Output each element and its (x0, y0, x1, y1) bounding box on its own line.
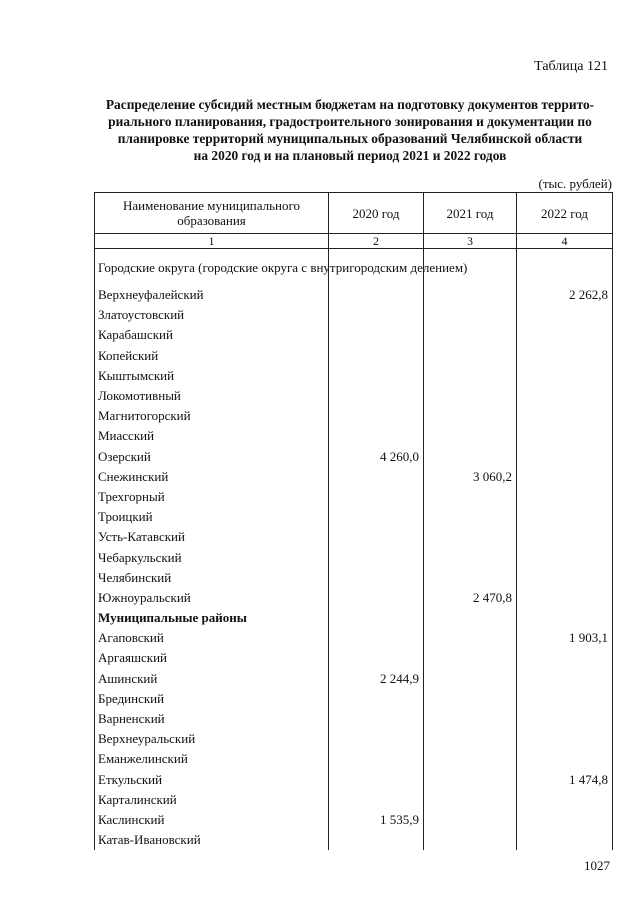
municipality-name: Брединский (95, 689, 329, 709)
municipality-name: Ашинский (95, 669, 329, 689)
value-2020 (329, 588, 424, 608)
value-2021 (424, 749, 517, 769)
municipality-name: Еманжелинский (95, 749, 329, 769)
value-2021 (424, 426, 517, 446)
municipality-name: Аргаяшский (95, 648, 329, 668)
value-2020 (329, 770, 424, 790)
value-2021 (424, 729, 517, 749)
value-2022 (517, 830, 613, 850)
value-2021 (424, 608, 517, 628)
table-row (95, 749, 613, 769)
value-2021 (424, 487, 517, 507)
table-row (95, 305, 613, 325)
value-2020: 2 244,9 (329, 669, 424, 689)
value-2022 (517, 588, 613, 608)
municipality-name: Карталинский (95, 790, 329, 810)
value-2022 (517, 487, 613, 507)
value-2021 (424, 527, 517, 547)
value-2021 (424, 689, 517, 709)
value-2020 (329, 507, 424, 527)
value-2020 (329, 467, 424, 487)
value-2022: 1 474,8 (517, 770, 613, 790)
municipality-name: Троицкий (95, 507, 329, 527)
table-number: Таблица 121 (534, 59, 608, 74)
value-2021 (424, 507, 517, 527)
municipality-name: Озерский (95, 447, 329, 467)
table-row (95, 527, 613, 547)
table-row (95, 285, 613, 305)
value-2021 (424, 447, 517, 467)
value-2021 (424, 366, 517, 386)
table-row (95, 406, 613, 426)
value-2021 (424, 810, 517, 830)
value-2020 (329, 487, 424, 507)
units-label: (тыс. рублей) (538, 176, 612, 191)
value-2022 (517, 608, 613, 628)
table-row (95, 487, 613, 507)
value-2021 (424, 346, 517, 366)
value-2020 (329, 406, 424, 426)
municipality-name: Челябинский (95, 568, 329, 588)
municipality-name: Златоустовский (95, 305, 329, 325)
value-2021: 2 470,8 (424, 588, 517, 608)
value-2020 (329, 285, 424, 305)
value-2022 (517, 406, 613, 426)
table-row (95, 648, 613, 668)
heading-line: риального планирования, градостроительного зонирования и документации по (108, 114, 592, 129)
heading-line: Распределение субсидий местным бюджетам на подготовку документов террито- (105, 97, 595, 112)
value-2022 (517, 527, 613, 547)
value-2021 (424, 790, 517, 810)
value-2022: 2 262,8 (517, 285, 613, 305)
value-2021 (424, 830, 517, 850)
value-2020: 4 260,0 (329, 447, 424, 467)
municipality-name: Магнитогорский (95, 406, 329, 426)
value-2022 (517, 426, 613, 446)
table-row (95, 547, 613, 567)
value-2020 (329, 386, 424, 406)
value-2020: 1 535,9 (329, 810, 424, 830)
value-2020 (329, 689, 424, 709)
value-2021 (424, 669, 517, 689)
value-2021 (424, 386, 517, 406)
value-2020 (329, 790, 424, 810)
table-row (95, 790, 613, 810)
table-row (95, 588, 613, 608)
value-2020 (329, 527, 424, 547)
value-2022 (517, 729, 613, 749)
municipality-name: Усть-Катавский (95, 527, 329, 547)
municipality-name: Варненский (95, 709, 329, 729)
table-row (95, 507, 613, 527)
table-row (95, 689, 613, 709)
table-row (95, 346, 613, 366)
value-2020 (329, 709, 424, 729)
municipality-name: Миасский (95, 426, 329, 446)
value-2021 (424, 628, 517, 648)
value-2021 (424, 406, 517, 426)
table-row (95, 669, 613, 689)
column-index-row (95, 234, 613, 249)
value-2020 (329, 426, 424, 446)
table-row (95, 628, 613, 648)
value-2022 (517, 547, 613, 567)
column-header-name: Наименование муниципального образования (95, 193, 329, 234)
value-2022 (517, 749, 613, 769)
heading-line: на 2020 год и на плановый период 2021 и 2022 годов (193, 148, 507, 163)
municipality-name: Кыштымский (95, 366, 329, 386)
table-row (95, 366, 613, 386)
table-row (95, 709, 613, 729)
table-row (95, 568, 613, 588)
value-2021 (424, 770, 517, 790)
table-row (95, 810, 613, 830)
column-index: 2 (329, 234, 424, 249)
value-2020 (329, 628, 424, 648)
column-header-2022: 2022 год (517, 193, 613, 234)
value-2020 (329, 366, 424, 386)
municipality-name: Городские округа (городские округа с внутригородским делением) (95, 249, 329, 286)
column-index: 4 (517, 234, 613, 249)
subsidy-table (94, 192, 613, 850)
value-2020 (329, 305, 424, 325)
municipality-name: Катав-Ивановский (95, 830, 329, 850)
value-2020 (329, 547, 424, 567)
table-heading (80, 96, 620, 164)
group-row (95, 608, 613, 628)
municipality-name: Трехгорный (95, 487, 329, 507)
value-2022 (517, 790, 613, 810)
value-2021 (424, 568, 517, 588)
municipality-name: Верхнеуфалейский (95, 285, 329, 305)
municipality-name: Агаповский (95, 628, 329, 648)
value-2022 (517, 648, 613, 668)
table-row (95, 386, 613, 406)
value-2020 (329, 749, 424, 769)
municipality-name: Еткульский (95, 770, 329, 790)
table-body (95, 249, 613, 851)
page-number: 1027 (584, 858, 610, 873)
value-2022 (517, 366, 613, 386)
value-2020 (329, 346, 424, 366)
value-2020 (329, 325, 424, 345)
group-row (95, 249, 613, 286)
municipality-name: Верхнеуральский (95, 729, 329, 749)
table-row (95, 770, 613, 790)
value-2022 (517, 810, 613, 830)
value-2021 (424, 648, 517, 668)
value-2022 (517, 568, 613, 588)
municipality-name: Каслинский (95, 810, 329, 830)
value-2021 (424, 285, 517, 305)
value-2022 (517, 507, 613, 527)
municipality-name: Локомотивный (95, 386, 329, 406)
heading-line: планировке территорий муниципальных образований Челябинской области (117, 131, 583, 146)
value-2022 (517, 346, 613, 366)
table-row (95, 467, 613, 487)
value-2020 (329, 648, 424, 668)
column-index: 1 (95, 234, 329, 249)
value-2022 (517, 249, 613, 286)
value-2021 (424, 305, 517, 325)
table-row (95, 830, 613, 850)
value-2022 (517, 386, 613, 406)
value-2020 (329, 568, 424, 588)
value-2022: 1 903,1 (517, 628, 613, 648)
value-2022 (517, 447, 613, 467)
value-2022 (517, 669, 613, 689)
value-2022 (517, 305, 613, 325)
value-2022 (517, 689, 613, 709)
value-2021 (424, 709, 517, 729)
value-2020 (329, 830, 424, 850)
table-row (95, 729, 613, 749)
municipality-name: Южноуральский (95, 588, 329, 608)
value-2021 (424, 325, 517, 345)
table-row (95, 447, 613, 467)
municipality-name: Муниципальные районы (95, 608, 329, 628)
municipality-name: Карабашский (95, 325, 329, 345)
value-2020 (329, 729, 424, 749)
table-row (95, 325, 613, 345)
value-2022 (517, 709, 613, 729)
column-index: 3 (424, 234, 517, 249)
column-header-2020: 2020 год (329, 193, 424, 234)
value-2020 (329, 608, 424, 628)
value-2021: 3 060,2 (424, 467, 517, 487)
municipality-name: Копейский (95, 346, 329, 366)
table-row (95, 426, 613, 446)
value-2022 (517, 467, 613, 487)
municipality-name: Снежинский (95, 467, 329, 487)
value-2021 (424, 547, 517, 567)
municipality-name: Чебаркульский (95, 547, 329, 567)
value-2022 (517, 325, 613, 345)
table-header-row (95, 193, 613, 234)
column-header-2021: 2021 год (424, 193, 517, 234)
